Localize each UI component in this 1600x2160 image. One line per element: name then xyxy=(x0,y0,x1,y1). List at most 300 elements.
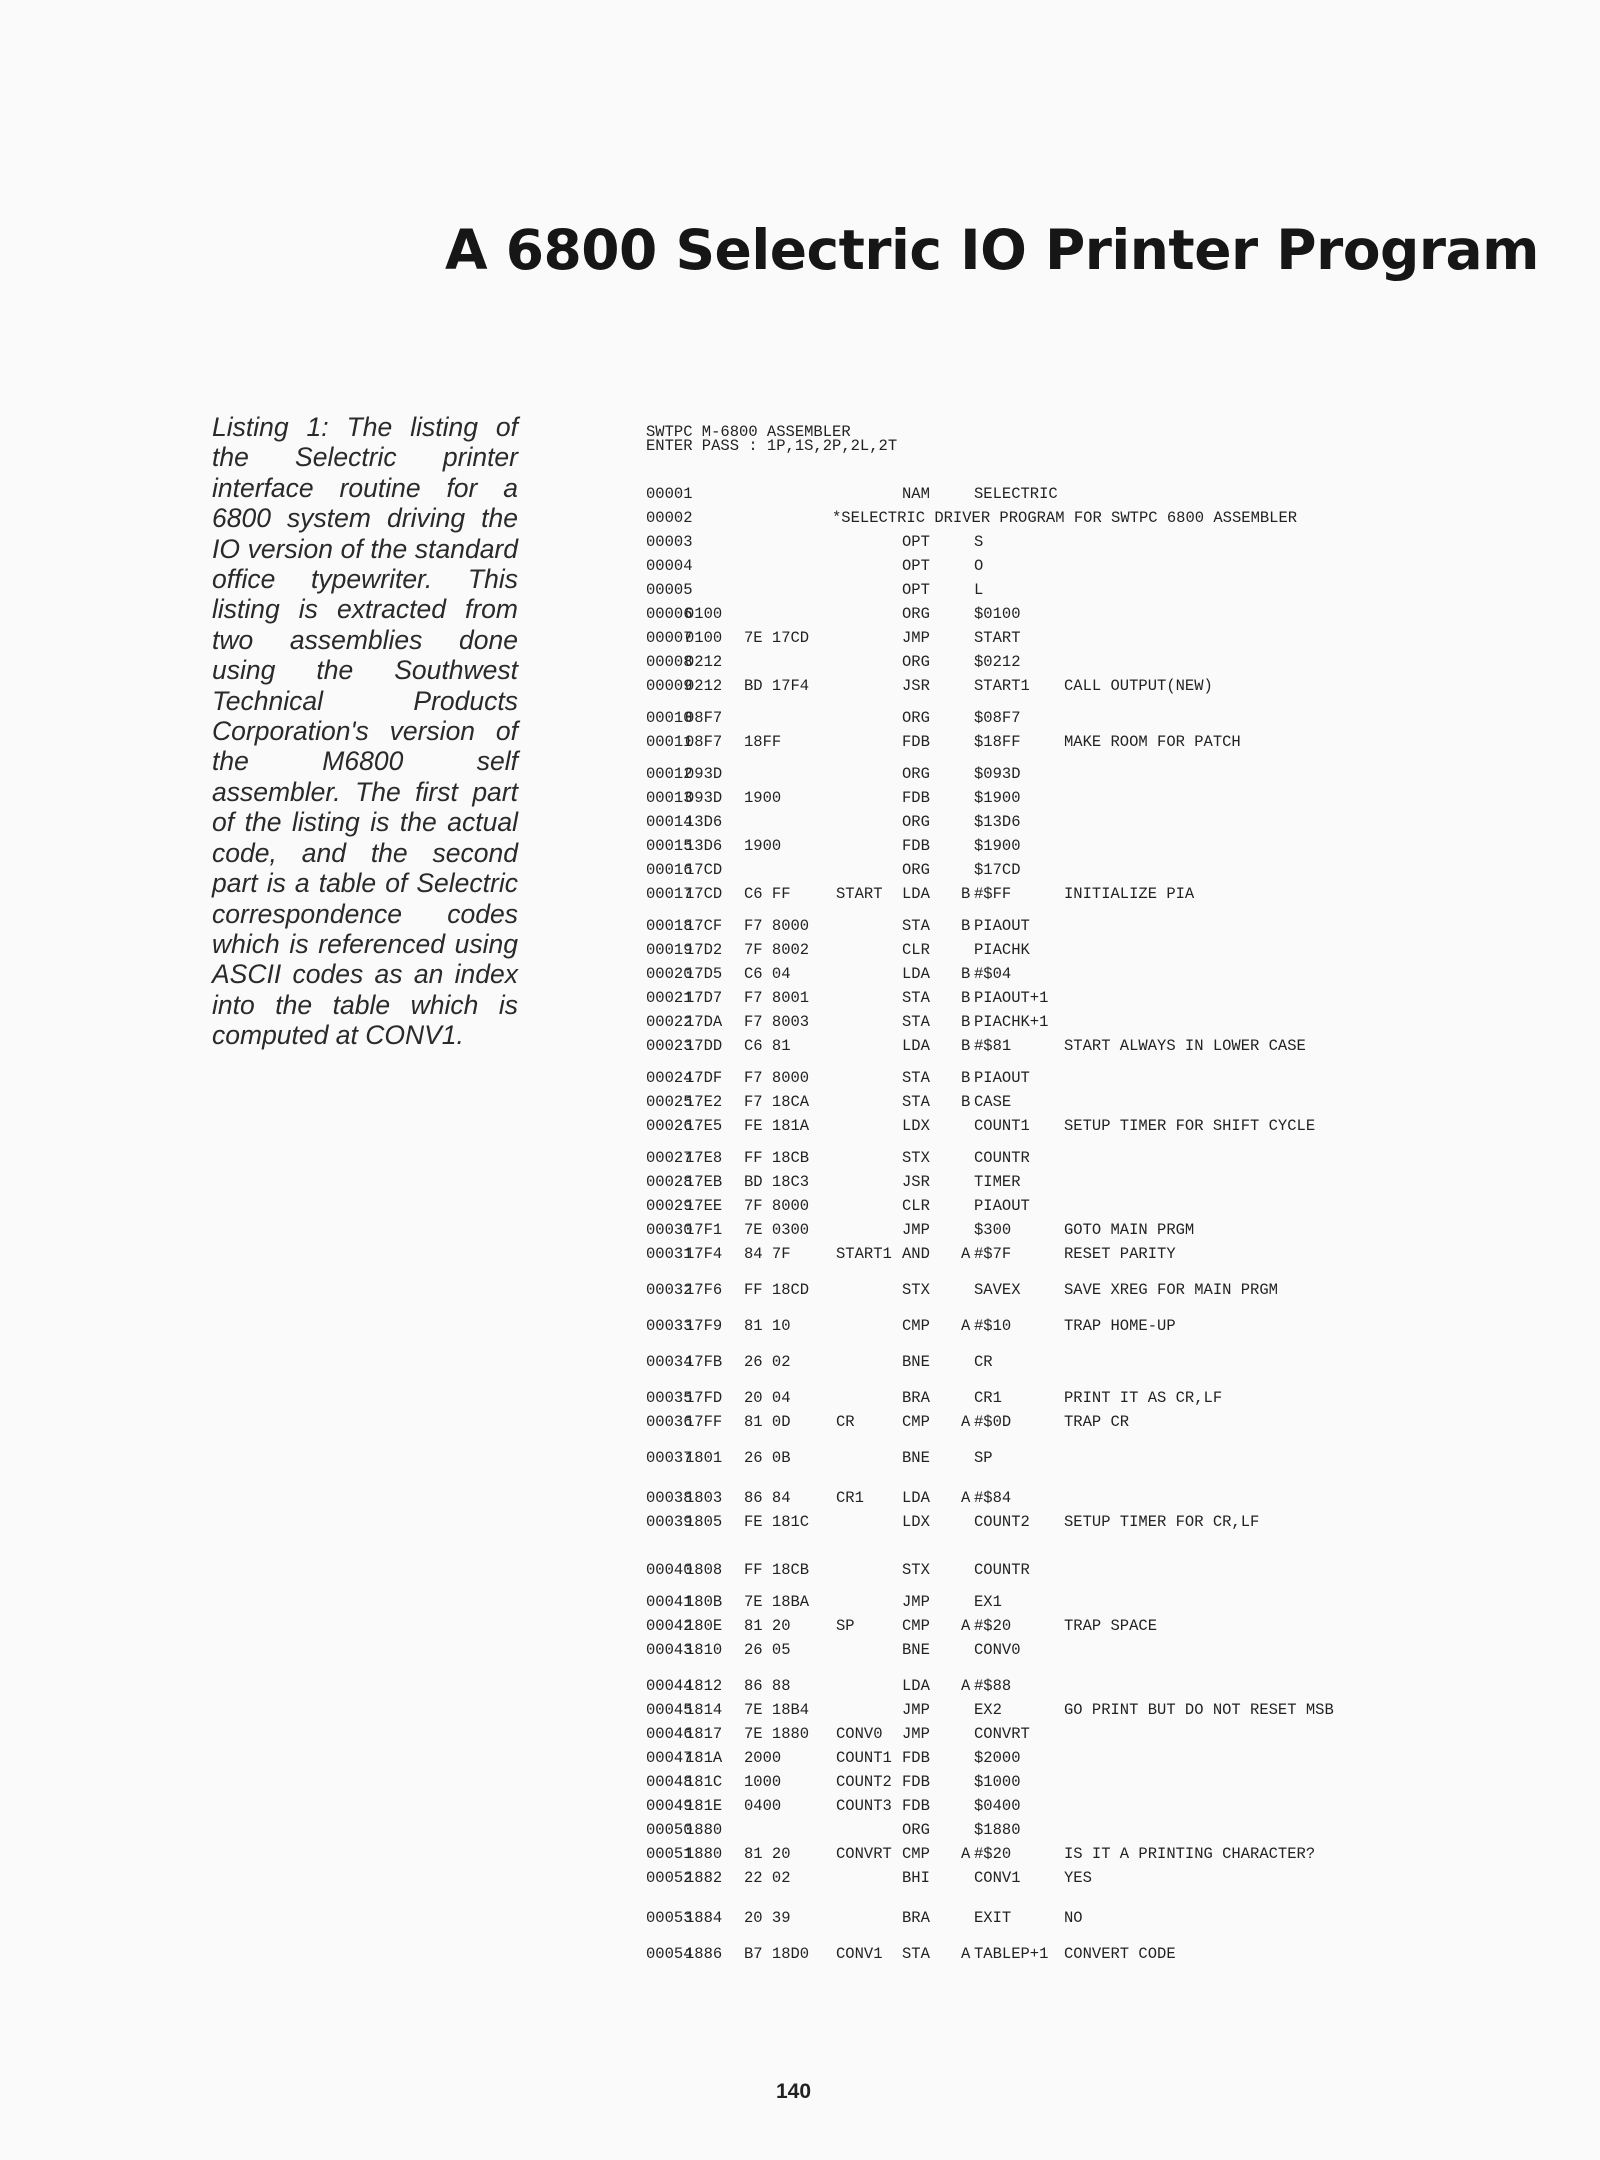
listing-object-code: 81 0D xyxy=(744,1413,791,1431)
listing-line-number: 00014 xyxy=(646,813,693,831)
listing-address: 17E2 xyxy=(685,1093,723,1111)
listing-opcode: LDA xyxy=(902,1037,930,1055)
listing-opcode: LDA xyxy=(902,885,930,903)
listing-opcode: LDX xyxy=(902,1117,930,1135)
listing-line-number: 00024 xyxy=(646,1069,693,1087)
listing-address: 13D6 xyxy=(685,813,723,831)
listing-operand: $093D xyxy=(974,765,1021,783)
listing-address: 17EE xyxy=(685,1197,723,1215)
listing-register: A xyxy=(961,1945,971,1963)
listing-comment: NO xyxy=(1064,1909,1083,1927)
listing-opcode: STX xyxy=(902,1281,930,1299)
listing-comment: TRAP SPACE xyxy=(1064,1617,1158,1635)
listing-line-number: 00020 xyxy=(646,965,693,983)
listing-object-code: FF 18CD xyxy=(744,1281,810,1299)
listing-register: A xyxy=(961,1489,971,1507)
listing-line-number: 00019 xyxy=(646,941,693,959)
listing-operand: #$81 xyxy=(974,1037,1012,1055)
listing-operand: START1 xyxy=(974,677,1030,695)
listing-operand: CASE xyxy=(974,1093,1012,1111)
listing-address: 1886 xyxy=(685,1945,723,1963)
listing-register: B xyxy=(961,1013,971,1031)
listing-opcode: CMP xyxy=(902,1845,930,1863)
listing-address: 1810 xyxy=(685,1641,723,1659)
listing-register: B xyxy=(961,917,971,935)
listing-operand: $1900 xyxy=(974,789,1021,807)
listing-line-number: 00002 xyxy=(646,509,693,527)
listing-line-number: 00050 xyxy=(646,1821,693,1839)
listing-label: SP xyxy=(836,1617,855,1635)
listing-opcode: ORG xyxy=(902,813,930,831)
listing-object-code: F7 8003 xyxy=(744,1013,810,1031)
listing-address: 17CD xyxy=(685,861,723,879)
listing-comment: TRAP CR xyxy=(1064,1413,1130,1431)
listing-object-code: C6 04 xyxy=(744,965,791,983)
listing-comment: PRINT IT AS CR,LF xyxy=(1064,1389,1223,1407)
listing-operand: COUNT2 xyxy=(974,1513,1030,1531)
listing-opcode: STA xyxy=(902,1013,930,1031)
listing-object-code: BD 17F4 xyxy=(744,677,810,695)
listing-address: 1814 xyxy=(685,1701,723,1719)
listing-line-number: 00015 xyxy=(646,837,693,855)
listing-comment: TRAP HOME-UP xyxy=(1064,1317,1176,1335)
listing-operand: $17CD xyxy=(974,861,1021,879)
listing-object-code: 20 39 xyxy=(744,1909,791,1927)
listing-comment: SETUP TIMER FOR SHIFT CYCLE xyxy=(1064,1117,1316,1135)
listing-operand: #$20 xyxy=(974,1845,1012,1863)
listing-address: 181E xyxy=(685,1797,723,1815)
listing-opcode: ORG xyxy=(902,1821,930,1839)
listing-object-code: C6 81 xyxy=(744,1037,791,1055)
listing-operand: $13D6 xyxy=(974,813,1021,831)
listing-opcode: JMP xyxy=(902,1221,930,1239)
listing-operand: CONV0 xyxy=(974,1641,1021,1659)
listing-object-code: 86 84 xyxy=(744,1489,791,1507)
listing-line-number: 00025 xyxy=(646,1093,693,1111)
listing-opcode: JMP xyxy=(902,1725,930,1743)
listing-line-number: 00011 xyxy=(646,733,693,751)
listing-address: 1884 xyxy=(685,1909,723,1927)
listing-opcode: BRA xyxy=(902,1389,930,1407)
listing-object-code: 81 10 xyxy=(744,1317,791,1335)
listing-address: 17DD xyxy=(685,1037,723,1055)
listing-opcode: CMP xyxy=(902,1617,930,1635)
listing-operand: EX2 xyxy=(974,1701,1002,1719)
listing-line-number: 00045 xyxy=(646,1701,693,1719)
listing-address: 17E8 xyxy=(685,1149,723,1167)
listing-address: 17E5 xyxy=(685,1117,723,1135)
listing-operand: $1880 xyxy=(974,1821,1021,1839)
listing-opcode: STX xyxy=(902,1561,930,1579)
listing-address: 180E xyxy=(685,1617,723,1635)
listing-address: 13D6 xyxy=(685,837,723,855)
listing-object-code: F7 8000 xyxy=(744,917,810,935)
listing-line-number: 00043 xyxy=(646,1641,693,1659)
listing-object-code: 2000 xyxy=(744,1749,782,1767)
listing-line-number: 00006 xyxy=(646,605,693,623)
listing-line-number: 00005 xyxy=(646,581,693,599)
listing-operand: TIMER xyxy=(974,1173,1021,1191)
listing-object-code: B7 18D0 xyxy=(744,1945,810,1963)
listing-opcode: STA xyxy=(902,1945,930,1963)
listing-opcode: BRA xyxy=(902,1909,930,1927)
listing-operand: $1000 xyxy=(974,1773,1021,1791)
listing-address: 17DF xyxy=(685,1069,723,1087)
listing-line-number: 00022 xyxy=(646,1013,693,1031)
listing-object-code: 1900 xyxy=(744,789,782,807)
listing-operand: $0100 xyxy=(974,605,1021,623)
listing-operand: COUNTR xyxy=(974,1561,1030,1579)
listing-address: 17CF xyxy=(685,917,723,935)
listing-address: 08F7 xyxy=(685,733,723,751)
listing-opcode: JMP xyxy=(902,1593,930,1611)
listing-object-code: 7E 1880 xyxy=(744,1725,810,1743)
listing-operand: PIACHK+1 xyxy=(974,1013,1049,1031)
listing-operand: START xyxy=(974,629,1021,647)
listing-operand: SP xyxy=(974,1449,993,1467)
listing-operand: EXIT xyxy=(974,1909,1012,1927)
listing-operand: L xyxy=(974,581,984,599)
listing-line-number: 00041 xyxy=(646,1593,693,1611)
listing-address: 0100 xyxy=(685,605,723,623)
listing-object-code: 84 7F xyxy=(744,1245,791,1263)
listing-header-line: SWTPC M-6800 ASSEMBLER xyxy=(646,423,851,441)
listing-line-number: 00040 xyxy=(646,1561,693,1579)
article-title: A 6800 Selectric IO Printer Program xyxy=(445,218,1539,282)
listing-operand: EX1 xyxy=(974,1593,1002,1611)
listing-address: 17FD xyxy=(685,1389,723,1407)
listing-register: B xyxy=(961,1069,971,1087)
listing-object-code: C6 FF xyxy=(744,885,791,903)
listing-line-number: 00018 xyxy=(646,917,693,935)
listing-opcode: FDB xyxy=(902,789,930,807)
listing-object-code: 81 20 xyxy=(744,1617,791,1635)
listing-object-code: 1000 xyxy=(744,1773,782,1791)
listing-line-number: 00021 xyxy=(646,989,693,1007)
listing-address: 17F1 xyxy=(685,1221,723,1239)
listing-address: 1801 xyxy=(685,1449,723,1467)
listing-register: A xyxy=(961,1245,971,1263)
listing-address: 17F4 xyxy=(685,1245,723,1263)
listing-line-number: 00042 xyxy=(646,1617,693,1635)
listing-address: 17F6 xyxy=(685,1281,723,1299)
listing-opcode: OPT xyxy=(902,533,930,551)
listing-line-number: 00054 xyxy=(646,1945,693,1963)
listing-opcode: JMP xyxy=(902,629,930,647)
listing-opcode: JSR xyxy=(902,677,930,695)
listing-line-number: 00027 xyxy=(646,1149,693,1167)
listing-opcode: CLR xyxy=(902,1197,930,1215)
listing-address: 17FB xyxy=(685,1353,723,1371)
listing-operand: PIACHK xyxy=(974,941,1030,959)
listing-line-number: 00028 xyxy=(646,1173,693,1191)
listing-opcode: CMP xyxy=(902,1413,930,1431)
listing-line-number: 00009 xyxy=(646,677,693,695)
listing-address: 17CD xyxy=(685,885,723,903)
listing-line-number: 00012 xyxy=(646,765,693,783)
listing-opcode: CMP xyxy=(902,1317,930,1335)
listing-opcode: ORG xyxy=(902,861,930,879)
listing-opcode: AND xyxy=(902,1245,930,1263)
listing-comment: RESET PARITY xyxy=(1064,1245,1176,1263)
listing-object-code: F7 18CA xyxy=(744,1093,810,1111)
listing-comment: SETUP TIMER FOR CR,LF xyxy=(1064,1513,1260,1531)
listing-opcode: LDX xyxy=(902,1513,930,1531)
listing-address: 17DA xyxy=(685,1013,723,1031)
listing-line-number: 00001 xyxy=(646,485,693,503)
listing-opcode: BNE xyxy=(902,1449,930,1467)
listing-line-number: 00052 xyxy=(646,1869,693,1887)
listing-operand: COUNT1 xyxy=(974,1117,1030,1135)
listing-operand: #$20 xyxy=(974,1617,1012,1635)
listing-address: 1880 xyxy=(685,1821,723,1839)
listing-register: B xyxy=(961,965,971,983)
listing-object-code: 1900 xyxy=(744,837,782,855)
listing-address: 17F9 xyxy=(685,1317,723,1335)
listing-address: 1812 xyxy=(685,1677,723,1695)
listing-operand: O xyxy=(974,557,984,575)
listing-object-code: 26 05 xyxy=(744,1641,791,1659)
listing-object-code: 7E 17CD xyxy=(744,629,810,647)
listing-operand: #$84 xyxy=(974,1489,1012,1507)
listing-address: 17D2 xyxy=(685,941,723,959)
listing-label: CONVRT xyxy=(836,1845,892,1863)
listing-opcode: FDB xyxy=(902,1797,930,1815)
assembly-listing xyxy=(646,424,1366,2044)
listing-object-code: F7 8001 xyxy=(744,989,810,1007)
listing-address: 1805 xyxy=(685,1513,723,1531)
listing-label: COUNT2 xyxy=(836,1773,892,1791)
listing-operand: $300 xyxy=(974,1221,1012,1239)
listing-line-number: 00046 xyxy=(646,1725,693,1743)
listing-line-number: 00003 xyxy=(646,533,693,551)
listing-address: 181A xyxy=(685,1749,723,1767)
listing-line-number: 00004 xyxy=(646,557,693,575)
listing-object-code: 20 04 xyxy=(744,1389,791,1407)
listing-line-number: 00032 xyxy=(646,1281,693,1299)
listing-address: 08F7 xyxy=(685,709,723,727)
listing-comment: START ALWAYS IN LOWER CASE xyxy=(1064,1037,1306,1055)
listing-line-number: 00007 xyxy=(646,629,693,647)
listing-opcode: FDB xyxy=(902,837,930,855)
listing-line-number: 00017 xyxy=(646,885,693,903)
listing-register: B xyxy=(961,989,971,1007)
listing-line-number: 00038 xyxy=(646,1489,693,1507)
listing-opcode: LDA xyxy=(902,1677,930,1695)
listing-line-number: 00037 xyxy=(646,1449,693,1467)
listing-comment: INITIALIZE PIA xyxy=(1064,885,1195,903)
listing-label: START xyxy=(836,885,883,903)
listing-label: CR xyxy=(836,1413,855,1431)
listing-operand: CONVRT xyxy=(974,1725,1030,1743)
listing-line-number: 00051 xyxy=(646,1845,693,1863)
listing-address: 1882 xyxy=(685,1869,723,1887)
listing-object-code: 26 0B xyxy=(744,1449,791,1467)
listing-comment: YES xyxy=(1064,1869,1092,1887)
listing-operand: SAVEX xyxy=(974,1281,1021,1299)
listing-operand: S xyxy=(974,533,984,551)
listing-address: 093D xyxy=(685,789,723,807)
listing-address: 17D7 xyxy=(685,989,723,1007)
listing-operand: PIAOUT xyxy=(974,1069,1030,1087)
listing-address: 093D xyxy=(685,765,723,783)
listing-register: B xyxy=(961,885,971,903)
listing-opcode: FDB xyxy=(902,1773,930,1791)
listing-operand: PIAOUT xyxy=(974,917,1030,935)
listing-header-line: ENTER PASS : 1P,1S,2P,2L,2T xyxy=(646,437,898,455)
listing-operand: CR1 xyxy=(974,1389,1002,1407)
listing-object-code: 7E 18B4 xyxy=(744,1701,810,1719)
listing-object-code: 18FF xyxy=(744,733,782,751)
listing-opcode: STA xyxy=(902,1069,930,1087)
listing-operand: #$04 xyxy=(974,965,1012,983)
listing-label: CONV1 xyxy=(836,1945,883,1963)
listing-object-code: FE 181A xyxy=(744,1117,810,1135)
listing-line-number: 00053 xyxy=(646,1909,693,1927)
listing-opcode: LDA xyxy=(902,965,930,983)
listing-opcode: ORG xyxy=(902,765,930,783)
listing-line-number: 00026 xyxy=(646,1117,693,1135)
listing-register: A xyxy=(961,1845,971,1863)
listing-comment: GOTO MAIN PRGM xyxy=(1064,1221,1195,1239)
listing-operand: #$88 xyxy=(974,1677,1012,1695)
listing-opcode: FDB xyxy=(902,733,930,751)
listing-address: 180B xyxy=(685,1593,723,1611)
listing-operand: #$7F xyxy=(974,1245,1012,1263)
listing-opcode: STA xyxy=(902,1093,930,1111)
listing-register: A xyxy=(961,1617,971,1635)
listing-opcode: STX xyxy=(902,1149,930,1167)
listing-register: A xyxy=(961,1413,971,1431)
listing-comment: CALL OUTPUT(NEW) xyxy=(1064,677,1213,695)
listing-line-number: 00031 xyxy=(646,1245,693,1263)
listing-operand: PIAOUT xyxy=(974,1197,1030,1215)
listing-object-code: FE 181C xyxy=(744,1513,810,1531)
listing-address: 17FF xyxy=(685,1413,723,1431)
listing-line-number: 00023 xyxy=(646,1037,693,1055)
listing-object-code: FF 18CB xyxy=(744,1561,810,1579)
listing-address: 181C xyxy=(685,1773,723,1791)
listing-line-number: 00010 xyxy=(646,709,693,727)
listing-opcode: ORG xyxy=(902,709,930,727)
listing-object-code: 0400 xyxy=(744,1797,782,1815)
listing-comment: CONVERT CODE xyxy=(1064,1945,1176,1963)
listing-caption: Listing 1: The listing of the Selectric printer interface routine for a 6800 system driving the IO version of the standard office typewriter. This listing is extracted from two assemblies done using the Southwest Technical Products Corporation's version of the M6800 self assembler. The first part of the listing is the actual code, and the second part is a table of Selectric correspondence codes which is referenced using ASCII codes as an index into the table which is computed at CONV1. xyxy=(212,412,518,1051)
listing-address: 1880 xyxy=(685,1845,723,1863)
listing-object-code: 86 88 xyxy=(744,1677,791,1695)
listing-address: 0212 xyxy=(685,677,723,695)
listing-address: 1808 xyxy=(685,1561,723,1579)
listing-operand: $08F7 xyxy=(974,709,1021,727)
listing-line-number: 00033 xyxy=(646,1317,693,1335)
listing-comment-line: *SELECTRIC DRIVER PROGRAM FOR SWTPC 6800 ASSEMBLER xyxy=(832,509,1298,527)
listing-label: CR1 xyxy=(836,1489,864,1507)
listing-line-number: 00034 xyxy=(646,1353,693,1371)
listing-line-number: 00044 xyxy=(646,1677,693,1695)
listing-line-number: 00049 xyxy=(646,1797,693,1815)
listing-opcode: BNE xyxy=(902,1641,930,1659)
listing-opcode: FDB xyxy=(902,1749,930,1767)
listing-register: A xyxy=(961,1317,971,1335)
listing-object-code: 81 20 xyxy=(744,1845,791,1863)
listing-register: B xyxy=(961,1093,971,1111)
listing-object-code: 26 02 xyxy=(744,1353,791,1371)
listing-comment: SAVE XREG FOR MAIN PRGM xyxy=(1064,1281,1278,1299)
listing-opcode: ORG xyxy=(902,653,930,671)
listing-opcode: STA xyxy=(902,917,930,935)
listing-address: 17D5 xyxy=(685,965,723,983)
listing-line-number: 00048 xyxy=(646,1773,693,1791)
listing-line-number: 00039 xyxy=(646,1513,693,1531)
listing-opcode: BHI xyxy=(902,1869,930,1887)
listing-object-code: BD 18C3 xyxy=(744,1173,810,1191)
listing-opcode: BNE xyxy=(902,1353,930,1371)
listing-operand: $0400 xyxy=(974,1797,1021,1815)
listing-object-code: F7 8000 xyxy=(744,1069,810,1087)
listing-opcode: JMP xyxy=(902,1701,930,1719)
listing-line-number: 00047 xyxy=(646,1749,693,1767)
listing-register: A xyxy=(961,1677,971,1695)
listing-opcode: JSR xyxy=(902,1173,930,1191)
listing-operand: CR xyxy=(974,1353,993,1371)
listing-address: 1817 xyxy=(685,1725,723,1743)
listing-comment: MAKE ROOM FOR PATCH xyxy=(1064,733,1241,751)
listing-operand: #$10 xyxy=(974,1317,1012,1335)
listing-comment: IS IT A PRINTING CHARACTER? xyxy=(1064,1845,1316,1863)
listing-address: 0212 xyxy=(685,653,723,671)
listing-label: CONV0 xyxy=(836,1725,883,1743)
listing-object-code: 22 02 xyxy=(744,1869,791,1887)
page-number: 140 xyxy=(776,2080,812,2103)
listing-object-code: 7E 18BA xyxy=(744,1593,810,1611)
listing-address: 17EB xyxy=(685,1173,723,1191)
listing-operand: $1900 xyxy=(974,837,1021,855)
listing-object-code: 7E 0300 xyxy=(744,1221,810,1239)
listing-line-number: 00036 xyxy=(646,1413,693,1431)
listing-opcode: STA xyxy=(902,989,930,1007)
listing-operand: #$FF xyxy=(974,885,1012,903)
listing-object-code: 7F 8000 xyxy=(744,1197,810,1215)
listing-opcode: LDA xyxy=(902,1489,930,1507)
listing-address: 0100 xyxy=(685,629,723,647)
listing-line-number: 00016 xyxy=(646,861,693,879)
listing-opcode: ORG xyxy=(902,605,930,623)
listing-line-number: 00013 xyxy=(646,789,693,807)
listing-operand: COUNTR xyxy=(974,1149,1030,1167)
listing-label: COUNT1 xyxy=(836,1749,892,1767)
listing-operand: $0212 xyxy=(974,653,1021,671)
listing-line-number: 00030 xyxy=(646,1221,693,1239)
listing-object-code: 7F 8002 xyxy=(744,941,810,959)
listing-comment: GO PRINT BUT DO NOT RESET MSB xyxy=(1064,1701,1334,1719)
listing-opcode: CLR xyxy=(902,941,930,959)
listing-opcode: NAM xyxy=(902,485,930,503)
listing-address: 1803 xyxy=(685,1489,723,1507)
listing-object-code: FF 18CB xyxy=(744,1149,810,1167)
listing-operand: CONV1 xyxy=(974,1869,1021,1887)
listing-opcode: OPT xyxy=(902,581,930,599)
listing-operand: #$0D xyxy=(974,1413,1012,1431)
listing-line-number: 00008 xyxy=(646,653,693,671)
listing-opcode: OPT xyxy=(902,557,930,575)
listing-line-number: 00035 xyxy=(646,1389,693,1407)
listing-register: B xyxy=(961,1037,971,1055)
listing-operand: TABLEP+1 xyxy=(974,1945,1049,1963)
listing-operand: $2000 xyxy=(974,1749,1021,1767)
listing-label: COUNT3 xyxy=(836,1797,892,1815)
listing-operand: $18FF xyxy=(974,733,1021,751)
listing-operand: SELECTRIC xyxy=(974,485,1058,503)
